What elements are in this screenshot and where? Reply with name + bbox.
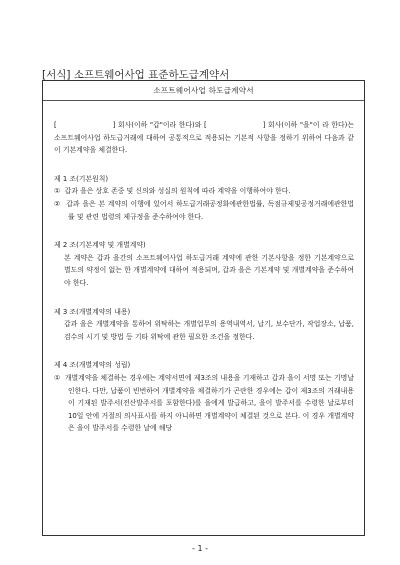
clause-1-title: 제 1 조(기본원칙) xyxy=(54,174,109,183)
item-text: 개별계약을 체결하는 경우에는 계약서면에 제3조의 내용을 기재하고 갑과 을이 서명 또는 기명날인한다. 다만, 납품이 빈번하여 개별계약을 체결하기가 곤란한 경우에는 갑이 제3조의 거래내용이 기재된 발주서(전산발주서를 포함한다)를 을에게 발급하고, 을이 발주서를 수령한 날로부터 10일 안에 거절의 의사표시를 하지 아니하면 개별계약이 체결된 것으로 본다. 이 경우 개별계약은 을이 발주서를 수령한 날에 해당 xyxy=(64,373,354,433)
intro-rest: 라 한다)는 소프트웨어사업 하도급거래에 대하여 공통적으로 적용되는 기본적 사항을 정하기 위하여 다음과 같이 기본계약을 체결한다. xyxy=(54,121,354,155)
item-mark: ① xyxy=(54,373,61,382)
clause-1-item-1 xyxy=(54,185,354,198)
document-heading: [서식] 소프트웨어사업 표준하도급계약서 xyxy=(42,69,230,81)
item-mark: ① xyxy=(54,187,61,196)
intro-part-2: ] 회사(이하 "갑"이라 한다)와 [ xyxy=(112,121,207,129)
clause-3-body: 갑과 을은 개별계약을 통하여 위탁하는 개별업무의 용역내역서, 납기, 보수단가, 작업장소, 납품, 검수의 시기 및 방법 등 기타 위탁에 관한 필요한 조건을 정한다. xyxy=(64,320,354,341)
clause-3-title: 제 3 조(개별계약의 내용) xyxy=(54,307,131,316)
contract-frame xyxy=(42,80,365,536)
item-text: 갑과 을은 본 계약의 이행에 있어서 하도급거래공정화에관한법률, 독점규제및공정거래에관한법률 및 관련 법령의 제규정을 준수하여야 한다. xyxy=(66,199,354,221)
item-text: 갑과 을은 상호 존중 및 신의와 성실의 원칙에 따라 계약을 이행하여야 한다. xyxy=(64,187,291,196)
intro-bracket-open-1: [ xyxy=(54,121,57,129)
intro-paragraph xyxy=(54,119,354,157)
page-number: - 1 - xyxy=(192,544,208,553)
clause-4-title: 제 4 조(개별계약의 성립) xyxy=(54,361,131,370)
contract-body xyxy=(43,101,364,435)
clause-2-body: 본 계약은 갑과 을간의 소프트웨어사업 하도급거래 계약에 관한 기본사항을 정한 기본계약으로 별도의 약정이 없는 한 개별계약에 대하여 적용되며, 갑과 을은 기본계약 및 개별계약을 준수하여야 한다. xyxy=(64,253,354,287)
contract-title: 소프트웨어사업 하도급계약서 xyxy=(43,81,364,101)
item-mark: ② xyxy=(54,199,61,208)
clause-1-item-2 xyxy=(54,198,354,223)
clause-4-item-1 xyxy=(54,372,354,435)
clause-2-title: 제 2 조(기본계약 및 개별계약) xyxy=(54,241,146,250)
intro-part-3: ] 회사(이하 "을"이 xyxy=(262,121,320,129)
